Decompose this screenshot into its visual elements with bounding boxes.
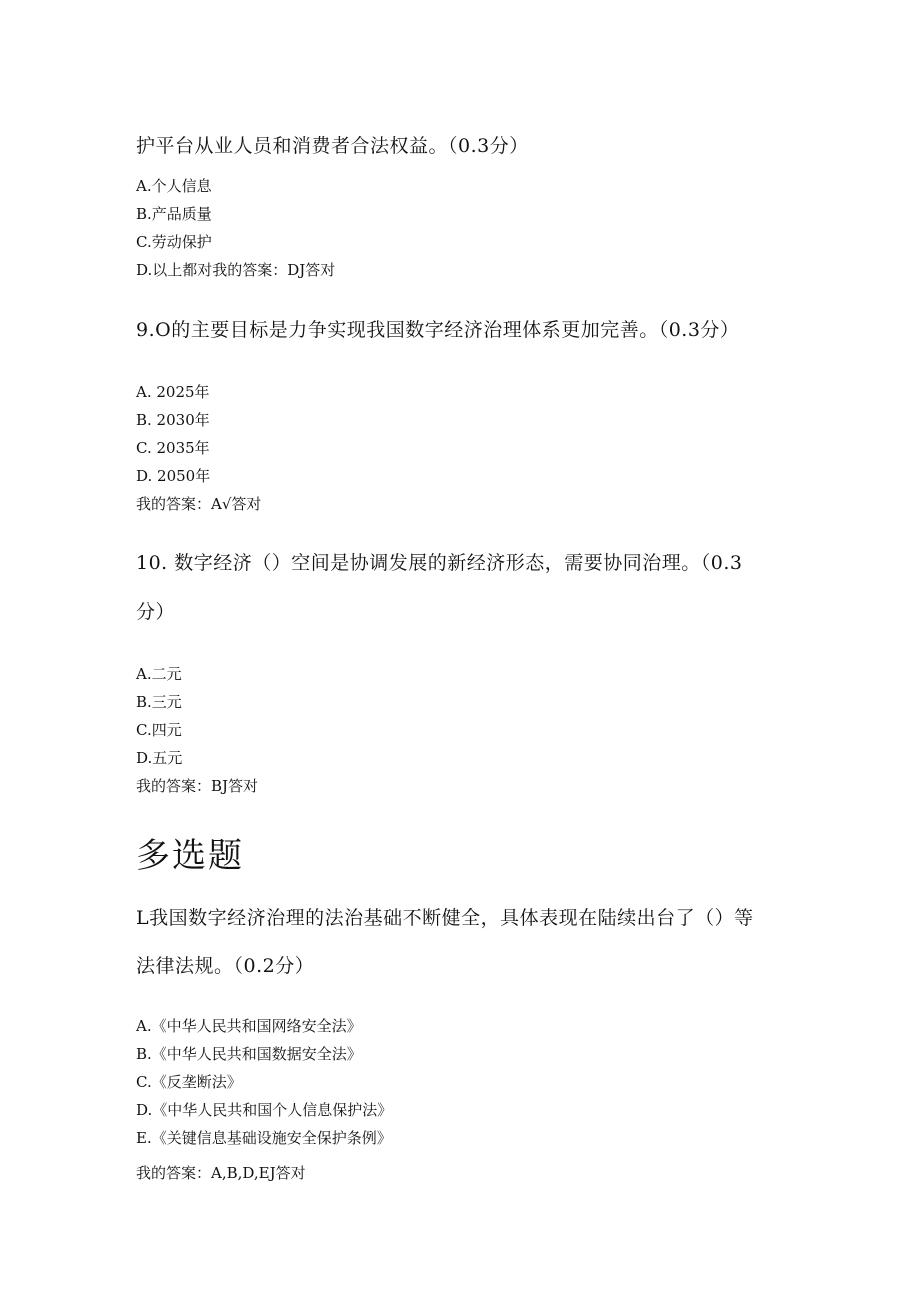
m1-option-e: E.《关键信息基础设施安全保护条例》: [136, 1129, 392, 1147]
q8-option-a: A.个人信息: [136, 177, 212, 195]
q9-title: 9.O的主要目标是力争实现我国数字经济治理体系更加完善。（0.3分）: [136, 319, 740, 341]
q9-option-d: D. 2050年: [136, 467, 211, 485]
q10-option-b: B.三元: [136, 693, 182, 711]
q10-answer: 我的答案：BJ答对: [136, 777, 259, 795]
m1-answer: 我的答案：A,B,D,EJ答对: [136, 1164, 306, 1182]
m1-title-line1: L我国数字经济治理的法治基础不断健全，具体表现在陆续出台了（）等: [136, 907, 754, 929]
m1-option-a: A.《中华人民共和国网络安全法》: [136, 1017, 362, 1035]
section-heading: 多选题: [136, 836, 244, 876]
m1-title-line2: 法律法规。（0.2分）: [136, 955, 315, 977]
m1-option-d: D.《中华人民共和国个人信息保护法》: [136, 1101, 393, 1119]
m1-option-c: C.《反垄断法》: [136, 1073, 242, 1091]
q10-title-line1: 10. 数字经济（）空间是协调发展的新经济形态，需要协同治理。（0.3: [136, 552, 743, 574]
q10-title-line2: 分）: [136, 601, 176, 623]
q10-option-d: D.五元: [136, 749, 183, 767]
q9-option-c: C. 2035年: [136, 439, 210, 457]
q9-option-b: B. 2030年: [136, 411, 210, 429]
m1-option-b: B.《中华人民共和国数据安全法》: [136, 1045, 362, 1063]
q8-option-d-answer: D.以上都对我的答案：DJ答对: [136, 261, 336, 279]
q9-option-a: A. 2025年: [136, 383, 210, 401]
q8-option-c: C.劳动保护: [136, 233, 212, 251]
q8-option-b: B.产品质量: [136, 205, 212, 223]
q8-title-tail: 护平台从业人员和消费者合法权益。（0.3分）: [136, 135, 529, 157]
q9-answer: 我的答案：A√答对: [136, 495, 262, 513]
q10-option-a: A.二元: [136, 665, 182, 683]
q10-option-c: C.四元: [136, 721, 182, 739]
